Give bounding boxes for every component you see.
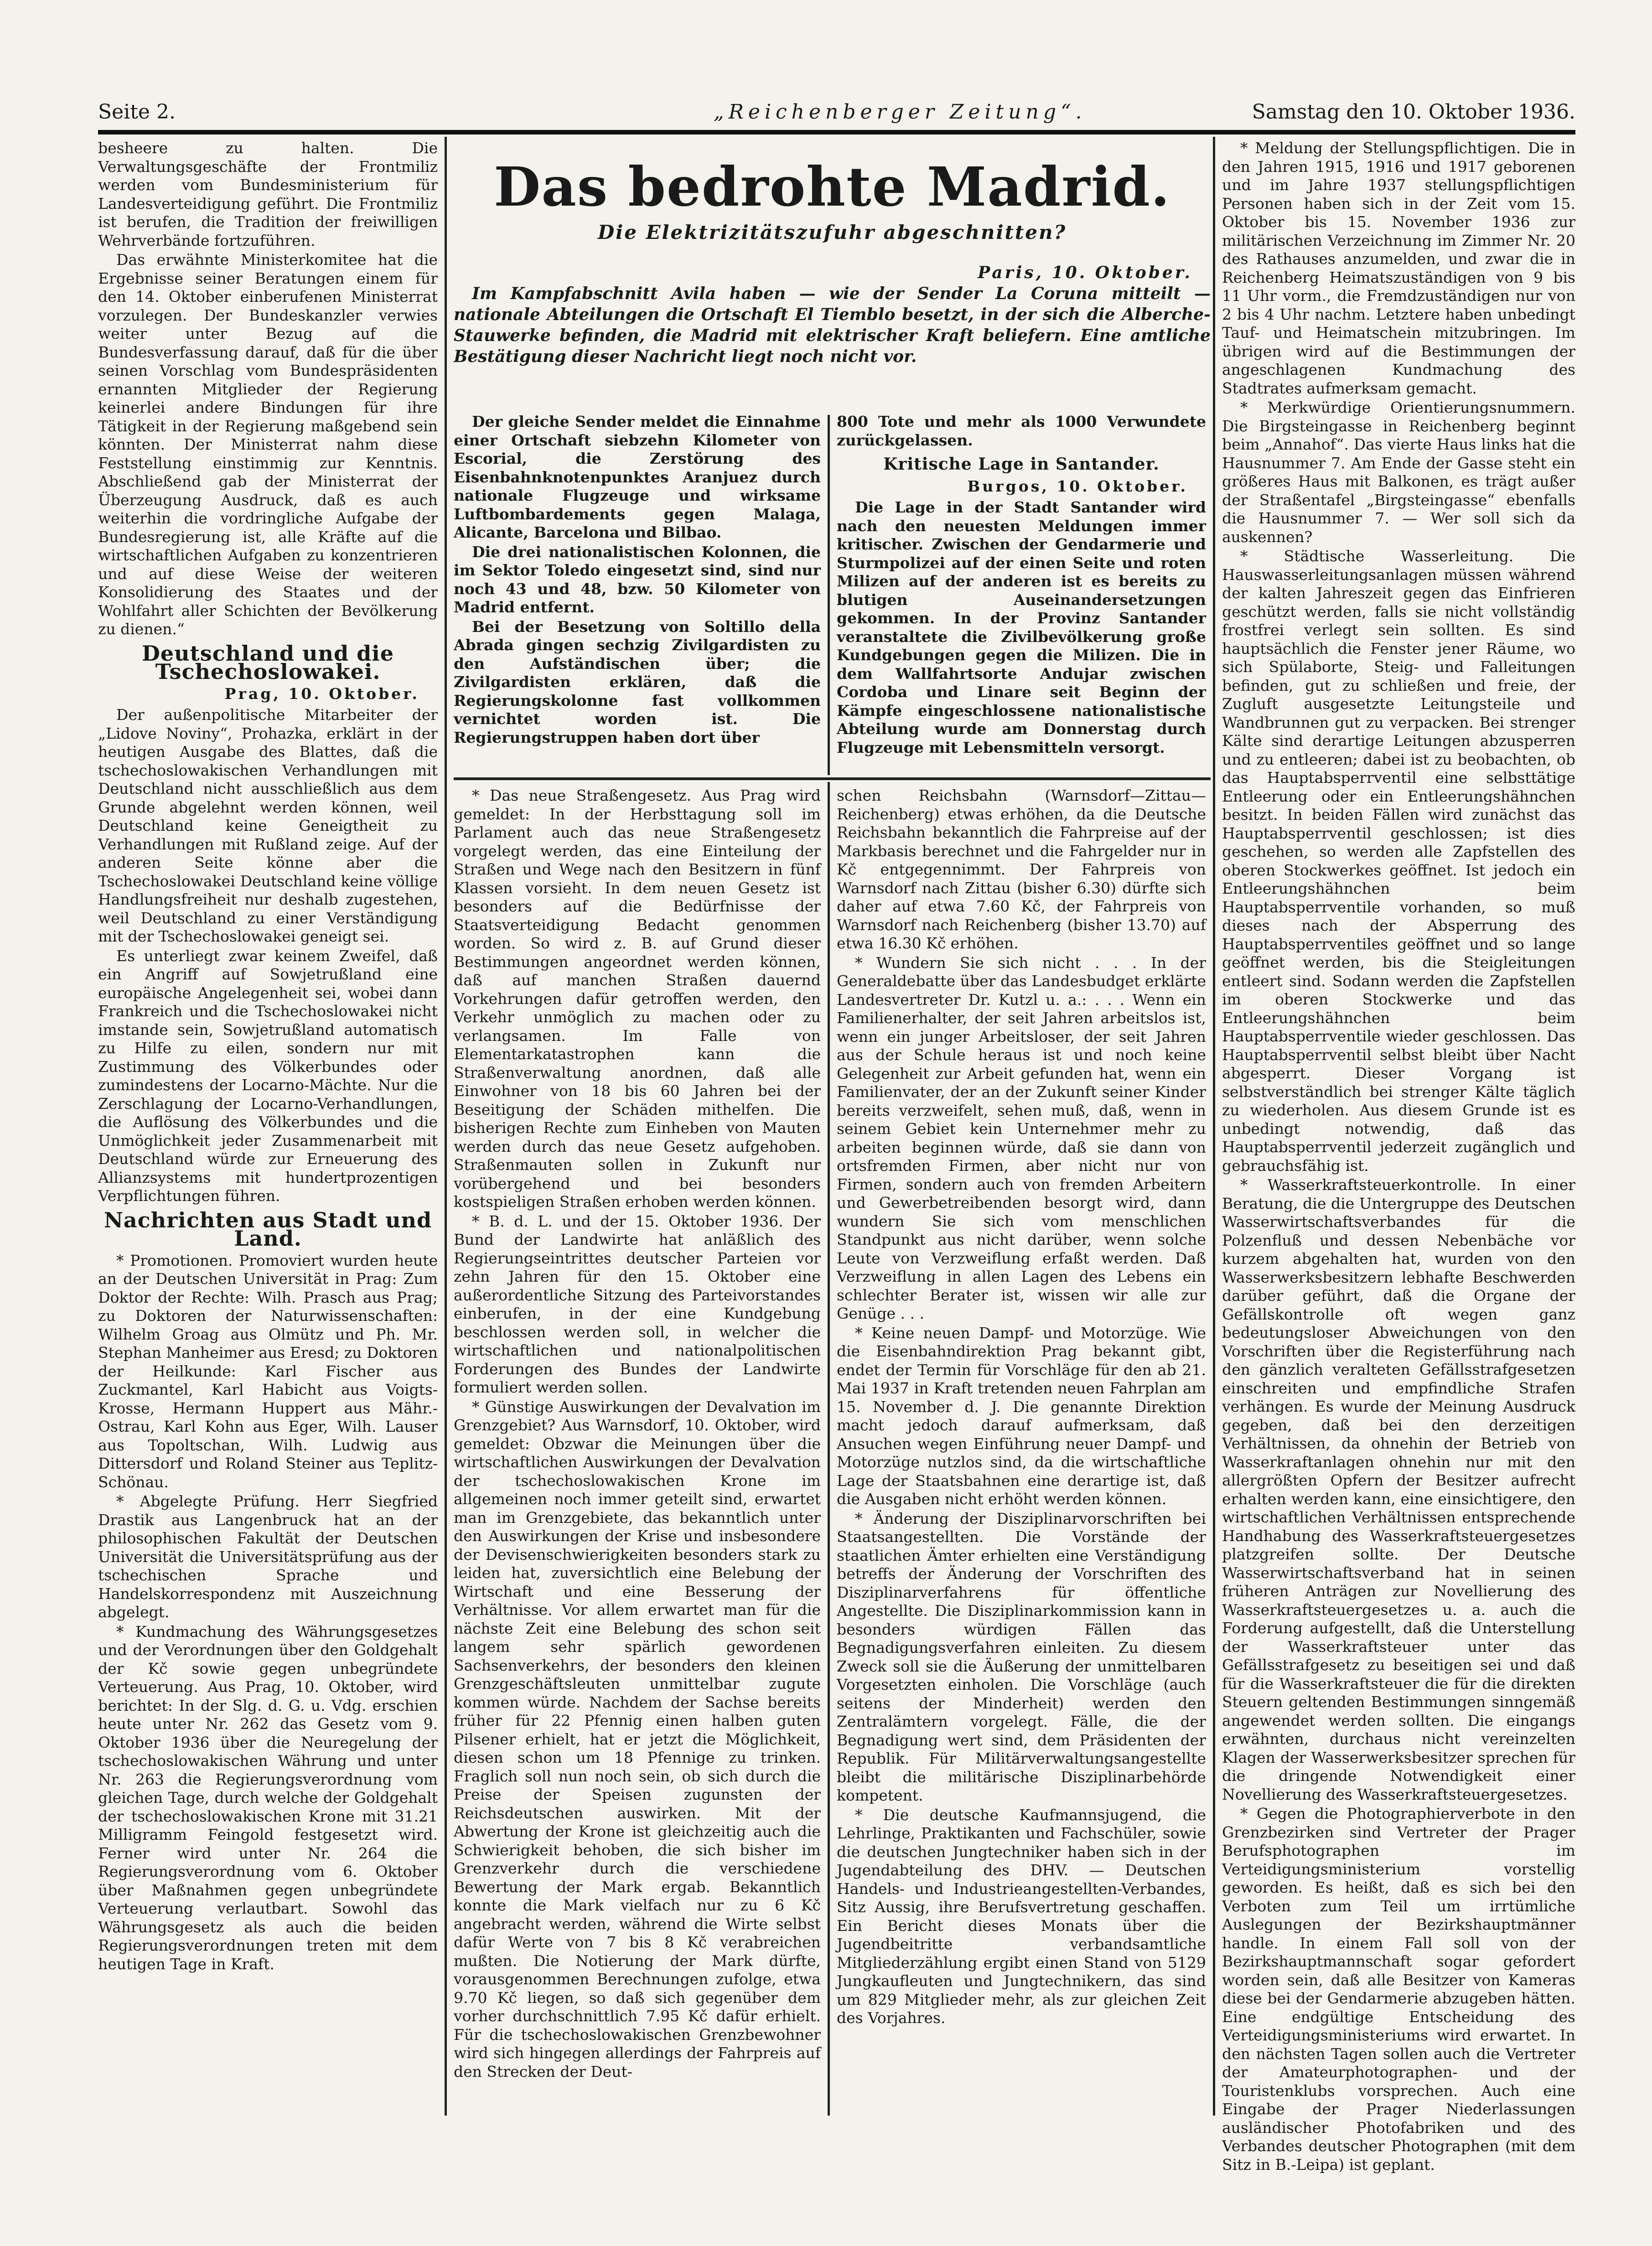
madrid-left-column xyxy=(454,413,821,777)
news-item: * Die deutsche Kaufmannsjugend, die Lehrlinge, Praktikanten und Fachschüler, sowie die deutschen Jungtechniker haben sich in der Jugendabteilung des DHV. — Deutschen Handels- und Industrieangestellten-Verbandes, Sitz Aussig, ihre Berufsvertretung geschaffen. Ein Bericht dieses Monats über die Jugendbeitritte verbandsamtliche Mitgliederzählung ergibt einen Stand von 5129 Jungkaufleuten und Jungtechnikern, das sind um 829 Mitglieder mehr, als zur gleichen Zeit des Vorjahres. xyxy=(837,1806,1206,2027)
headline-block xyxy=(454,155,1211,243)
header-rule xyxy=(98,130,1575,135)
page-header xyxy=(98,96,1575,128)
column-1 xyxy=(98,139,438,2118)
madrid-right-column xyxy=(837,413,1206,777)
news-item: * Abgelegte Prüfung. Herr Siegfried Drastik aus Langenbruck hat an der philosophischen Fakultät der Deutschen Universität die Universitätsprüfung aus der tschechischen Sprache und Handelskorrespondenz mit Auszeichnung abgelegt. xyxy=(98,1492,438,1621)
article-text: Die drei nationalistischen Kolonnen, die im Sektor Toledo eingesetzt sind, sind nur noch 43 und 48, bzw. 50 Kilometer von Madrid entfernt. xyxy=(454,543,821,616)
news-item: * Meldung der Stellungspflichtigen. Die in den Jahren 1915, 1916 und 1917 geborenen und im Jahre 1937 stellungspflichtigen Personen haben sich in der Zeit vom 15. Oktober bis 15. November 1936 zur militärischen Verzeichnung im Zimmer Nr. 20 des Rathauses anzumelden, und zwar die in Reichenberg Heimatszuständigen von 9 bis 11 Uhr vorm., die Fremdzuständigen nur von 2 bis 4 Uhr nachm. Letztere haben unbedingt Tauf- und Heimatschein mitzubringen. Im übrigen wird auf die Bestimmungen der angeschlagenen Kundmachung des Stadtrates aufmerksam gemacht. xyxy=(1222,139,1575,397)
column-3 xyxy=(837,787,1206,2118)
news-item: * Keine neuen Dampf- und Motorzüge. Wie die Eisenbahndirektion Prag bekannt gibt, endet der Termin für Vorschläge für den ab 21. Mai 1937 in Kraft tretenden neuen Fahrplan am 15. November d. J. Die genannte Direktion macht jedoch darauf aufmerksam, daß Ansuchen wegen Einführung neuer Dampf- und Motorzüge nutzlos sind, da die wirtschaftliche Lage der Staatsbahnen eine derartige ist, daß die Ausgaben nicht erhöht werden können. xyxy=(837,1324,1206,1508)
news-item: * B. d. L. und der 15. Oktober 1936. Der Bund der Landwirte hat anläßlich des Regierungseintrittes deutscher Parteien vor zehn Jahren für den 15. Oktober eine außerordentliche Sitzung des Parteivorstandes einberufen, in der eine Kundgebung beschlossen werden soll, in welcher die wirtschaftlichen und nationalpolitischen Forderungen des Bundes der Landwirte formuliert werden sollen. xyxy=(454,1212,821,1396)
column-4 xyxy=(1222,139,1575,2174)
article-text: Bei der Besetzung von Soltillo della Abrada gingen sechzig Zivilgardisten zu den Aufständischen über; die Zivilgardisten erklären, daß die Regierungskolonne fast vollkommen vernichtet worden ist. Die Regierungstruppen haben dort über xyxy=(454,617,821,746)
column-divider-title-right xyxy=(1213,137,1215,2116)
news-item: * Gegen die Photographierverbote in den Grenzbezirken sind Vertreter der Prager Berufsphotographen im Verteidigungsministerium vorstellig geworden. Es heißt, daß es sich bei den Verboten zum Teil um irrtümliche Auslegungen der Bezirkshauptmänner handle. In einem Fall soll von der Bezirkshauptmannschaft sogar gefordert worden sein, daß alle Besitzer von Kameras diese bei der Gendarmerie abzugeben hätten. Eine endgültige Entscheidung des Verteidigungsministeriums wird erwartet. In den nächsten Tagen sollen auch die Vertreter der Amateurphotographen- und der Touristenklubs vorsprechen. Auch eine Eingabe der Prager Niederlassungen ausländischer Photofabriken und des Verbandes deutscher Photographen (mit dem Sitz in B.-Leipa) ist geplant. xyxy=(1222,1805,1575,2174)
issue-date: Samstag den 10. Oktober 1936. xyxy=(1252,100,1575,124)
news-item: * Städtische Wasserleitung. Die Hauswasserleitungsanlagen müssen während der kalten Jahreszeit gegen das Einfrieren geschützt werden, falls sie nicht vollständig frostfrei verlegt sein sollten. Es sind hauptsächlich die Fenster jener Räume, wo sich Spülaborte, Steig- und Falleitungen befinden, gut zu schließen und freie, der Zugluft ausgesetzte Leitungsteile und Wandbrunnen gut zu verpacken. Bei strenger Kälte sind derartige Leitungen abzusperren und zu entleeren; dabei ist zu beobachten, ob das Hauptabsperrventil eine selbsttätige Entleerung oder ein Entleerungshähnchen besitzt. In beiden Fällen wird zunächst das Hauptabsperrventil geschlossen; ist dies geschehen, so werden alle Zapfstellen des oberen Stockwerkes geöffnet. Ist jedoch ein Entleerungshähnchen beim Hauptabsperrventile vorhanden, so muß dieses nach der Absperrung des Hauptabsperrventiles geöffnet und so lange geöffnet werden, bis die Steigleitungen entleert sind. Sodann werden die Zapfstellen im oberen Stockwerke und das Entleerungshähnchen beim Hauptabsperrventile wieder geschlossen. Das Hauptabsperrventil selbst bleibt über Nacht abgesperrt. Dieser Vorgang ist selbstverständlich bei strenger Kälte täglich zu wiederholen. Aus diesem Grunde ist es unbedingt notwendig, daß das Hauptabsperrventil jederzeit zugänglich und gebrauchsfähig ist. xyxy=(1222,547,1575,1175)
article-heading: Deutschland und die Tschechoslowakei. xyxy=(141,641,394,684)
news-item: * Promotionen. Promoviert wurden heute an der Deutschen Universität in Prag: Zum Doktor der Rechte: Wilh. Prasch aus Prag; zu Doktoren der Naturwissenschaften: Wilhelm Groag aus Olmütz und Ph. Mr. Stephan Manheimer aus Eresd; zu Doktoren der Heilkunde: Karl Fischer aus Zuckmantel, Karl Habicht aus Voigts-Krosse, Hermann Huppert aus Mähr.-Ostrau, Karl Kohn aus Eger, Wilh. Lauser aus Topoltschan, Wilh. Ludwig aus Dittersdorf und Roland Steiner aus Teplitz-Schönau. xyxy=(98,1251,438,1491)
column-divider-3 xyxy=(828,782,830,2116)
article-text: Das erwähnte Ministerkomitee hat die Ergebnisse seiner Beratungen einem für den 14. Oktober einberufenen Ministerrat vorzulegen. Der Bundeskanzler verwies weiter unter Bezug auf die Bundesverfassung darauf, daß für die über seinen Vorschlag vom Bundespräsidenten ernannten Mitglieder der Regierung keinerlei andere Bindungen für ihre Tätigkeit in der Regierung maßgebend sein könnten. Der Ministerrat nahm diese Feststellung einstimmig zur Kenntnis. Abschließend gab der Ministerrat der Überzeugung Ausdruck, daß es auch weiterhin die vordringliche Aufgabe der Bundesregierung ist, alle Kräfte auf die wirtschaftlichen Aufgaben zu konzentrieren und auf diese Weise der weiteren Konsolidierung des Staates und der Wohlfahrt aller Schichten der Bevölkerung zu dienen.“ xyxy=(98,251,438,638)
lead-paragraph xyxy=(454,262,1211,367)
article-subheading: Kritische Lage in Santander. xyxy=(883,455,1160,474)
dateline: Prag, 10. Oktober. xyxy=(224,684,419,703)
news-item: * Kundmachung des Währungsgesetzes und der Verordnungen über den Goldgehalt der Kč sowie gegen unbegründete Verteuerung. Aus Prag, 10. Oktober, wird berichtet: In der Slg. d. G. u. Vdg. erschien heute unter Nr. 262 das Gesetz vom 9. Oktober 1936 über die Neuregelung der tschechoslowakischen Währung und unter Nr. 263 die Regierungsverordnung vom gleichen Tage, durch welche der Goldgehalt der tschechoslowakischen Krone mit 31.21 Milligramm Feingold festgesetzt wird. Ferner wird unter Nr. 264 die Regierungsverordnung vom 6. Oktober über Maßnahmen gegen unbegründete Verteuerung verlautbart. Sowohl das Währungsgesetz als auch die beiden Regierungsverordnungen treten mit dem heutigen Tage in Kraft. xyxy=(98,1622,438,1973)
news-item: schen Reichsbahn (Warnsdorf—Zittau—Reichenberg) etwas erhöhen, da die Deutsche Reichsbahn bekanntlich die Fahrpreise auf der Markbasis berechnet und die Fahrgelder nur in Kč entgegennimmt. Der Fahrpreis von Warnsdorf nach Zittau (bisher 6.30) dürfte sich daher auf etwa 7.60 Kč, der Fahrpreis von Warnsdorf nach Reichenberg (bisher 13.70) auf etwa 16.30 Kč erhöhen. xyxy=(837,787,1206,952)
news-item: * Günstige Auswirkungen der Devalvation im Grenzgebiet? Aus Warnsdorf, 10. Oktober, wird gemeldet: Obzwar die Meinungen über die wirtschaftlichen Auswirkungen der Devalvation der tschechoslowakischen Krone im allgemeinen noch immer geteilt sind, erwartet man im Grenzgebiete, das bekanntlich unter den Auswirkungen der Krise und insbesondere der Devisenschwierigkeiten besonders stark zu leiden hat, zuversichtlich eine Belebung der Wirtschaft und eine Besserung der Verhältnisse. Vor allem erwartet man für die nächste Zeit eine Belebung des schon seit langem sehr spärlich gewordenen Sachsenverkehrs, der besonders den kleinen Grenzgeschäftsleuten unmittelbar zugute kommen würde. Nachdem der Sachse bereits früher für 22 Pfennig einen halben guten Pilsener erhielt, hat er jetzt die Möglichkeit, diesen schon um 18 Pfennige zu trinken. Fraglich soll nun noch sein, ob sich durch die Preise der Speisen zugunsten der Reichsdeutschen auswirken. Mit der Abwertung der Krone ist gleichzeitig auch die Schwierigkeit behoben, die sich bisher im Grenzverkehr durch die verschiedene Bewertung der Mark ergab. Bekanntlich konnte die Mark vielfach nur zu 6 Kč angebracht werden, während die Wirte selbst dafür Werte von 7 bis 8 Kč verabreichen mußten. Die Notierung der Mark dürfte, vorausgenommen Berechnungen zufolge, etwa 9.70 Kč liegen, so daß sich gegenüber dem vorher durchschnittlich 7.95 Kč dafür erhielt. Für die tschechoslowakischen Grenzbewohner wird sich hingegen allerdings der Fahrpreis auf den Strecken der Deut- xyxy=(454,1397,821,2080)
madrid-bottom-rule xyxy=(454,777,1211,780)
newspaper-name: „Reichenberger Zeitung“. xyxy=(714,100,1087,124)
news-item: * Das neue Straßengesetz. Aus Prag wird gemeldet: In der Herbsttagung soll im Parlament auch das neue Straßengesetz vorgelegt werden, das eine Einteilung der Straßen und Wege nach den Besitzern in fünf Klassen vorsieht. In dem neuen Gesetz ist besonders auf die Bedürfnisse der Staatsverteidigung Bedacht genommen worden. So wird z. B. auf Grund dieser Bestimmungen angeordnet werden können, daß auf manchen Straßen dauernd Vorkehrungen dafür getroffen werden, den Verkehr unmöglich zu machen oder zu verlangsamen. Im Falle von Elementarkatastrophen kann die Straßenverwaltung anordnen, daß alle Einwohner von 18 bis 60 Jahren bei der Beseitigung der Schäden mithelfen. Die bisherigen Rechte zum Einheben von Mauten werden durch das neue Gesetz aufgehoben. Straßenmauten sollen in Zukunft nur vorübergehend und bei besonders kostspieligen Straßen erhoben werden können. xyxy=(454,787,821,1211)
article-text: Die Lage in der Stadt Santander wird nach den neuesten Meldungen immer kritischer. Zwischen der Gendarmerie und Sturmpolizei auf der einen Seite und roten Milizen auf der anderen ist es bereits zu blutigen Auseinandersetzungen gekommen. In der Provinz Santander veranstaltete die Zivilbevölkerung große Kundgebungen gegen die Milizen. Die in dem Wallfahrtsorte Andujar zwischen Cordoba und Linare seit Beginn der Kämpfe eingeschlossene nationalistische Abteilung wurde am Donnerstag durch Flugzeuge mit Lebensmitteln versorgt. xyxy=(837,498,1206,756)
dateline: Paris, 10. Oktober. xyxy=(978,263,1192,282)
article-text: Es unterliegt zwar keinem Zweifel, daß ein Angriff auf Sowjetrußland eine europäische Angelegenheit sei, wobei dann Frankreich und die Tschechoslowakei nicht imstande sein, Sowjetrußland automatisch zu Hilfe zu eilen, sondern nur mit Zustimmung des Völkerbundes oder zumindestens der Locarno-Mächte. Nur die Zerschlagung der Locarno-Verhandlungen, die Auflösung des Völkerbundes und die Unmöglichkeit jeder Zusammenarbeit mit Deutschland würde zur Erneuerung des Allianzsystems mit hundertprozentigen Verpflichtungen führen. xyxy=(98,947,438,1205)
article-text: Der außenpolitische Mitarbeiter der „Lidove Noviny“, Prohazka, erklärt in der heutigen Ausgabe des Blattes, daß die tschechoslowakischen Verhandlungen mit Deutschland nicht ausschließlich aus dem Grunde abgelehnt werden können, weil Deutschland keine Geneigtheit zu Verhandlungen mit Rußland zeige. Auf der anderen Seite könne aber die Tschechoslowakei Deutschland keine völlige Handlungsfreiheit nur deshalb zugestehen, weil Deutschland zu einer Verständigung mit der Tschechoslowakei geneigt sei. xyxy=(98,706,438,945)
lead-text: Im Kampfabschnitt Avila haben — wie der Sender La Coruna mitteilt — nationale Abteilungen die Ortschaft El Tiemblo besetzt, in der sich die Alberche-Stauwerke befinden, die Madrid mit elektrischer Kraft beliefern. Eine amtliche Bestätigung dieser Nachricht liegt noch nicht vor. xyxy=(454,284,1211,366)
column-2 xyxy=(454,787,821,2118)
headline: Das bedrohte Madrid. xyxy=(494,155,1170,218)
section-heading: Nachrichten aus Stadt und Land. xyxy=(104,1207,432,1251)
subheadline: Die Elektrizitätszufuhr abgeschnitten? xyxy=(597,221,1067,243)
page-number: Seite 2. xyxy=(98,100,176,124)
news-item: * Wasserkraftsteuerkontrolle. In einer Beratung, die die Untergruppe des Deutschen Wasserwirtschaftsverbandes für die Polzenfluß und dessen Nebenbäche vor kurzem abgehalten hat, wurden von den Wasserwerksbesitzern lebhafte Beschwerden darüber geführt, daß die Organe der Gefällskontrolle oft wegen ganz bedeutungsloser Abweichungen von den Vorschriften über die Registerführung nach den gänzlich veralteten Gefällsstrafgesetzen einschreiten und empfindliche Strafen verhängen. Es wurde der Meinung Ausdruck gegeben, daß bei den derzeitigen Verhältnissen, da ohnehin der Betrieb von Wasserkraftanlagen ohnehin nur mit den allergrößten Opfern der Besitzer aufrecht erhalten werden kann, eine einsichtigere, den wirtschaftlichen Verhältnissen entsprechende Handhabung des Wasserkraftsteuergesetzes platzgreifen sollte. Der Deutsche Wasserwirtschaftsverband hat in seinen früheren Anträgen zur Novellierung des Wasserkraftsteuergesetzes u. a. auch die Forderung aufgestellt, daß die Unterstellung der Wasserkraftsteuer unter das Gefällsstrafgesetz zu beseitigen sei und daß für die Wasserkraftsteuer die für die direkten Steuern geltenden Bestimmungen sinngemäß angewendet werden sollten. Die eingangs erwähnten, durchaus nicht vereinzelten Klagen der Wasserwerksbesitzer sprechen für die dringende Notwendigkeit einer Novellierung des Wasserkraftsteuergesetzes. xyxy=(1222,1176,1575,1803)
article-text: Der gleiche Sender meldet die Einnahme einer Ortschaft siebzehn Kilometer von Escorial, die Zerstörung des Eisenbahnknotenpunktes Aranjuez durch nationale Flugzeuge und wirksame Luftbombardements gegen Malaga, Alicante, Barcelona und Bilbao. xyxy=(454,413,821,541)
article-text: 800 Tote und mehr als 1000 Verwundete zurückgelassen. xyxy=(837,413,1206,449)
madrid-col-divider xyxy=(828,415,830,775)
article-text: besheere zu halten. Die Verwaltungsgeschäfte der Frontmiliz werden vom Bundesministerium für Landesverteidigung geführt. Die Frontmiliz ist berufen, die Tradition der freiwilligen Wehrverbände fortzuführen. xyxy=(98,139,438,249)
column-divider-1 xyxy=(445,137,447,2116)
dateline: Burgos, 10. Oktober. xyxy=(967,477,1188,495)
news-item: * Merkwürdige Orientierungsnummern. Die Birgsteingasse in Reichenberg beginnt beim „Annahof“. Das vierte Haus links hat die Hausnummer 7. Am Ende der Gasse steht ein größeres Haus mit Balkonen, es trägt außer der Straßentafel „Birgsteingasse“ ebenfalls die Hausnummer 7. — Wer soll sich da auskennen? xyxy=(1222,398,1575,546)
news-item: * Wundern Sie sich nicht . . . In der Generaldebatte über das Landesbudget erklärte Landesvertreter Dr. Kutzl u. a.: . . . Wenn ein Familienerhalter, der seit Jahren arbeitslos ist, wenn ein junger Arbeitsloser, der seit Jahren aus der Schule heraus ist und noch keine Gelegenheit zur Arbeit gefunden hat, wenn ein Familienvater, der an der Zukunft seiner Kinder bereits verzweifelt, sehen muß, daß, wenn in seinem Gebiet kein Unternehmer mehr zu arbeiten beginnen würde, daß sie dann von ortsfremden Firmen, aber nicht nur von Firmen, sondern auch von fremden Arbeitern und Gewerbetreibenden besorgt wird, dann wundern Sie sich vom menschlichen Standpunkt aus nicht darüber, wenn solche Leute von Verzweiflung erfaßt werden. Daß Verzweiflung in allen Lagen des Lebens ein schlechter Berater ist, wissen wir alle zur Genüge . . . xyxy=(837,953,1206,1322)
news-item: * Änderung der Disziplinarvorschriften bei Staatsangestellten. Die Vorstände der staatlichen Ämter erhielten eine Verständigung betreffs der Änderung der Vorschriften des Disziplinarverfahrens für öffentliche Angestellte. Die Disziplinarkommission kann in besonders würdigen Fällen das Begnadigungsverfahren einleiten. Zu diesem Zweck soll sie die Äußerung der unmittelbaren Vorgesetzten einholen. Die Vorschläge (auch seitens der Minderheit) werden den Zentralämtern vorgelegt. Fälle, die der Begnadigung wert sind, dem Präsidenten der Republik. Für Militärverwaltungsangestellte bleibt die militärische Disziplinarbehörde kompetent. xyxy=(837,1509,1206,1804)
